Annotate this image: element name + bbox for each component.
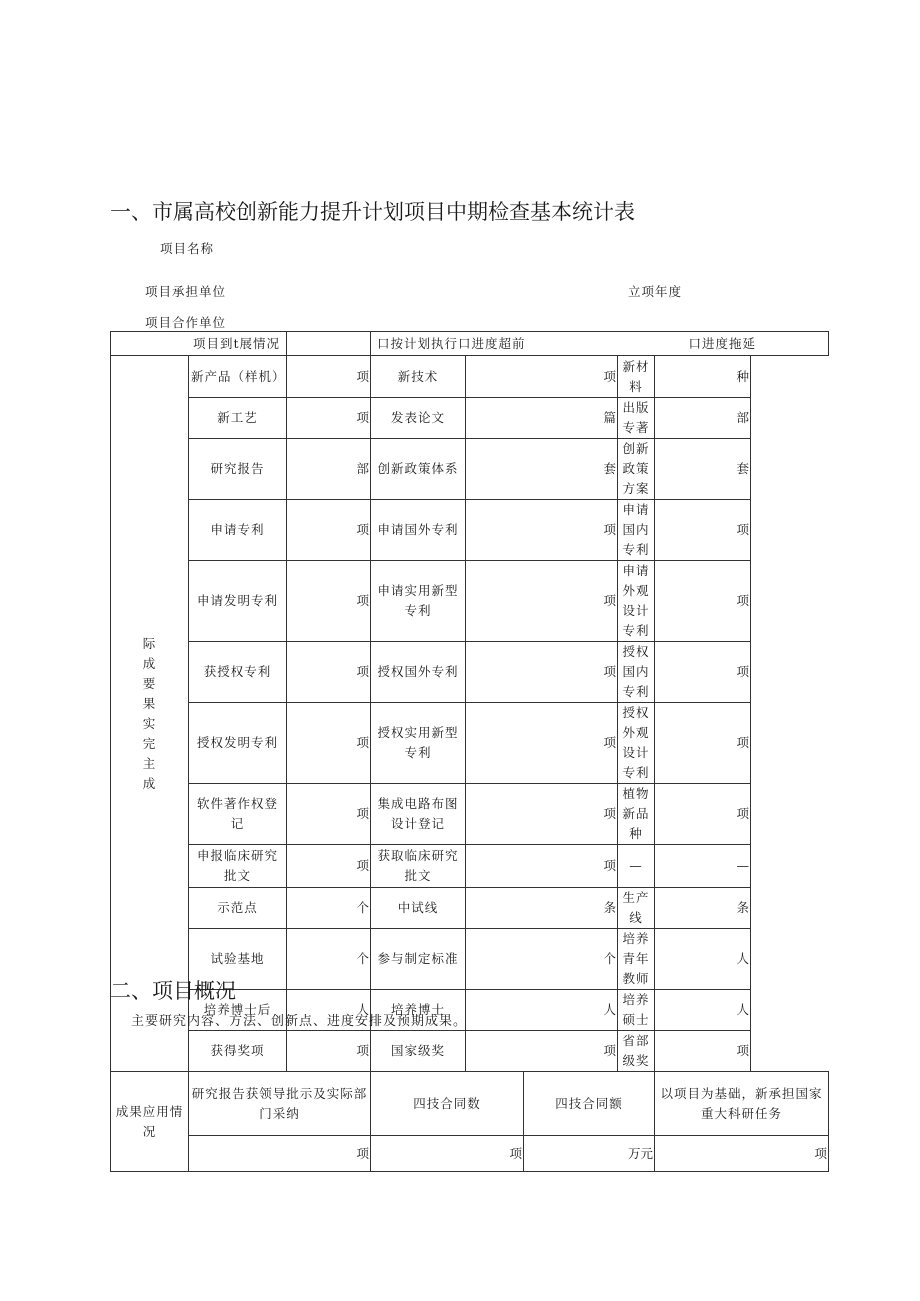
result-item-unit: 项	[287, 784, 371, 845]
progress-options: 口按计划执行口进度超前	[371, 332, 655, 356]
result-item-unit: 项	[655, 642, 751, 703]
result-item-unit: 套	[466, 439, 618, 500]
result-item-unit: 项	[287, 845, 371, 888]
result-item-name: 获得奖项	[189, 1031, 287, 1072]
result-row	[111, 356, 829, 398]
result-row	[111, 642, 829, 703]
result-item-unit: 人	[655, 990, 751, 1031]
result-item-name: 新工艺	[189, 398, 287, 439]
result-item-name: 申请国外专利	[371, 500, 466, 561]
application-unit: 项	[189, 1136, 371, 1172]
result-item-name: 培养青年教师	[618, 929, 655, 990]
result-item-name: 申请国内专利	[618, 500, 655, 561]
result-row	[111, 500, 829, 561]
result-item-name: 培养博士后	[189, 990, 287, 1031]
result-item-unit: 人	[466, 990, 618, 1031]
result-item-unit: 项	[287, 1031, 371, 1072]
result-row	[111, 561, 829, 642]
result-item-unit: 项	[466, 703, 618, 784]
result-item-name: 试验基地	[189, 929, 287, 990]
result-item-name: 授权国内专利	[618, 642, 655, 703]
application-label: 成果应用情况	[111, 1072, 189, 1172]
result-item-name: 创新政策方案	[618, 439, 655, 500]
result-item-unit: 套	[655, 439, 751, 500]
result-item-unit: 项	[466, 784, 618, 845]
result-item-name: 授权国外专利	[371, 642, 466, 703]
result-row	[111, 398, 829, 439]
result-item-name: 中试线	[371, 888, 466, 929]
result-item-unit: 项	[655, 561, 751, 642]
result-item-unit: 项	[655, 500, 751, 561]
application-unit: 万元	[524, 1136, 655, 1172]
application-unit: 项	[655, 1136, 829, 1172]
application-header-row	[111, 1072, 829, 1136]
application-unit-row	[111, 1136, 829, 1172]
result-item-name: 集成电路布图设计登记	[371, 784, 466, 845]
result-item-unit: 个	[287, 929, 371, 990]
result-item-name: 申请专利	[189, 500, 287, 561]
application-unit: 项	[371, 1136, 524, 1172]
result-item-name: 新材料	[618, 356, 655, 398]
result-item-unit: 人	[655, 929, 751, 990]
result-item-unit: 项	[466, 356, 618, 398]
result-item-name: —	[618, 845, 655, 888]
result-item-name: 获取临床研究批文	[371, 845, 466, 888]
result-item-name: 授权实用新型专利	[371, 703, 466, 784]
result-item-name: 新技术	[371, 356, 466, 398]
progress-label: 项目到t展情况	[111, 332, 287, 356]
result-item-unit: 人	[287, 990, 371, 1031]
application-header: 四技合同额	[524, 1072, 655, 1136]
result-item-unit: 条	[655, 888, 751, 929]
undertaking-unit-label: 项目承担单位	[145, 284, 227, 299]
section2-description: 主要研究内容、方法、创新点、进度安排及预期成果。	[131, 1014, 468, 1029]
result-row	[111, 845, 829, 888]
result-item-unit: 个	[287, 888, 371, 929]
result-item-unit: 项	[466, 642, 618, 703]
result-item-name: 培养博士	[371, 990, 466, 1031]
result-row	[111, 1031, 829, 1072]
result-item-unit: 个	[466, 929, 618, 990]
result-item-name: 培养硕士	[618, 990, 655, 1031]
result-item-name: 新产品（样机）	[189, 356, 287, 398]
result-item-name: 获授权专利	[189, 642, 287, 703]
result-item-name: 出版专著	[618, 398, 655, 439]
result-item-unit: 条	[466, 888, 618, 929]
result-item-name: 申请发明专利	[189, 561, 287, 642]
result-item-unit: 项	[466, 1031, 618, 1072]
result-item-unit: 部	[655, 398, 751, 439]
section2-title: 二、项目概况	[110, 979, 236, 1003]
application-header: 研究报告获领导批示及实际部门采纳	[189, 1072, 371, 1136]
result-item-name: 发表论文	[371, 398, 466, 439]
result-item-unit: 项	[655, 1031, 751, 1072]
result-item-name: 授权发明专利	[189, 703, 287, 784]
start-year-label: 立项年度	[628, 284, 683, 299]
results-side-label: 际成要果实完主成	[111, 356, 189, 1072]
result-item-unit: 项	[466, 845, 618, 888]
result-item-unit: 项	[287, 500, 371, 561]
cooperating-unit-label: 项目合作单位	[145, 315, 227, 330]
result-item-unit: 部	[287, 439, 371, 500]
statistics-table	[110, 331, 829, 1172]
result-item-name: 研究报告	[189, 439, 287, 500]
result-item-unit: 项	[287, 561, 371, 642]
result-item-name: 省部级奖	[618, 1031, 655, 1072]
result-item-name: 授权外观设计专利	[618, 703, 655, 784]
result-item-name: 生产线	[618, 888, 655, 929]
application-header: 四技合同数	[371, 1072, 524, 1136]
result-row	[111, 439, 829, 500]
result-item-unit: 项	[287, 398, 371, 439]
result-item-name: 示范点	[189, 888, 287, 929]
project-name-label: 项目名称	[160, 241, 215, 256]
result-row	[111, 784, 829, 845]
result-item-unit: 项	[466, 500, 618, 561]
section1-title: 一、市属高校创新能力提升计划项目中期检查基本统计表	[110, 200, 635, 224]
result-item-unit: 项	[287, 703, 371, 784]
result-item-name: 申请实用新型专利	[371, 561, 466, 642]
result-item-unit: 项	[287, 356, 371, 398]
result-row	[111, 888, 829, 929]
result-row	[111, 703, 829, 784]
result-item-unit: 篇	[466, 398, 618, 439]
result-item-name: 软件著作权登记	[189, 784, 287, 845]
result-item-unit: 项	[655, 784, 751, 845]
progress-row	[111, 332, 829, 356]
result-item-name: 申报临床研究批文	[189, 845, 287, 888]
result-item-unit: 项	[655, 703, 751, 784]
result-item-unit: 项	[466, 561, 618, 642]
result-item-name: 植物新品种	[618, 784, 655, 845]
result-item-unit: 种	[655, 356, 751, 398]
application-header: 以项目为基础，新承担国家重大科研任务	[655, 1072, 829, 1136]
result-item-name: 创新政策体系	[371, 439, 466, 500]
result-item-name: 申请外观设计专利	[618, 561, 655, 642]
progress-option-delay: 口进度拖延	[655, 332, 829, 356]
result-item-unit: —	[655, 845, 751, 888]
result-item-unit: 项	[287, 642, 371, 703]
result-item-name: 国家级奖	[371, 1031, 466, 1072]
result-item-name: 参与制定标准	[371, 929, 466, 990]
